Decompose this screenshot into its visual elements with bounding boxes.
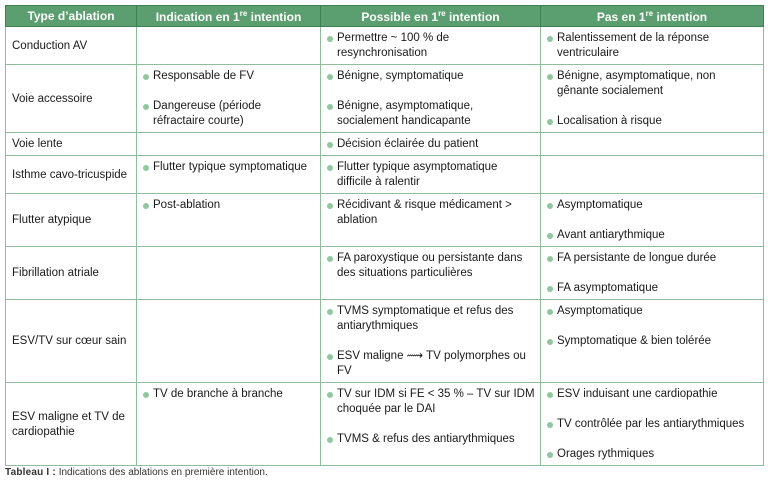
header-text-after: intention: [247, 9, 302, 24]
list-item: [142, 387, 315, 402]
item-text: Asymptomatique: [557, 305, 643, 317]
header-sup: re: [239, 8, 248, 18]
bullet-icon: [143, 74, 149, 80]
item-text: Décision éclairée du patient: [337, 138, 479, 150]
possible-cell: [321, 194, 541, 247]
possible-cell: [321, 133, 541, 156]
item-text: Responsable de FV: [153, 70, 255, 82]
pas-cell: [541, 383, 764, 466]
header-row: [6, 6, 764, 27]
header-text: Possible en 1: [361, 9, 439, 24]
item-text: Bénigne, symptomatique: [337, 70, 464, 82]
pas-cell: [541, 156, 764, 194]
list-item: [326, 349, 535, 379]
list-item: [326, 69, 535, 84]
table-row: [6, 27, 764, 65]
item-text: FA paroxystique ou persistante dans des situations particulières: [337, 252, 523, 279]
ablation-type-cell: Conduction AV: [6, 27, 137, 65]
pas-cell: [541, 194, 764, 247]
pas-cell: [541, 65, 764, 133]
list-item: [326, 31, 535, 61]
list-item: [546, 447, 758, 462]
item-text: Asymptomatique: [557, 199, 643, 211]
item-text: Symptomatique & bien tolérée: [557, 335, 712, 347]
list-item: [326, 387, 535, 417]
item-text: Bénigne, asymptomatique, non gênante socialement: [557, 70, 716, 97]
item-text: Localisation à risque: [557, 115, 662, 127]
list-item: [546, 387, 758, 402]
list-item: [142, 69, 315, 84]
bullet-icon: [547, 256, 553, 262]
bullet-icon: [547, 74, 553, 80]
table-body: [6, 27, 764, 466]
pas-cell: [541, 300, 764, 383]
list-item: [546, 304, 758, 319]
pas-cell: [541, 27, 764, 65]
possible-cell: [321, 300, 541, 383]
indication-cell: [137, 65, 321, 133]
bullet-icon: [547, 452, 553, 458]
list-item: [546, 228, 758, 243]
bullet-icon: [143, 165, 149, 171]
bullet-icon: [547, 309, 553, 315]
header-type: [6, 6, 137, 27]
indication-cell: [137, 27, 321, 65]
item-text: Avant antiarythmique: [557, 229, 665, 241]
possible-cell: [321, 247, 541, 300]
ablation-type-cell: ESV maligne et TV de cardiopathie: [6, 383, 137, 466]
item-text: FA asymptomatique: [557, 282, 658, 294]
bullet-icon: [327, 256, 333, 262]
list-item: [142, 198, 315, 213]
header-sup: re: [438, 8, 446, 18]
bullet-icon: [547, 339, 553, 345]
list-item: [546, 31, 758, 61]
item-text: Permettre ~ 100 % de resynchronisation: [337, 32, 450, 59]
bullet-icon: [547, 36, 553, 42]
indication-cell: [137, 247, 321, 300]
item-text: Dangereuse (période réfractaire courte): [153, 100, 262, 127]
list-item: [142, 99, 315, 129]
list-item: [326, 99, 535, 129]
bullet-icon: [547, 422, 553, 428]
possible-cell: [321, 65, 541, 133]
bullet-icon: [327, 354, 333, 360]
header-text-after: intention: [653, 9, 708, 24]
bullet-icon: [547, 233, 553, 239]
ablation-type-cell: ESV/TV sur cœur sain: [6, 300, 137, 383]
list-item: [546, 114, 758, 129]
list-item: [546, 69, 758, 99]
indication-cell: [137, 156, 321, 194]
item-text: Post-ablation: [153, 199, 221, 211]
ablation-type-cell: Fibrillation atriale: [6, 247, 137, 300]
item-text: ESV maligne ⟿ TV polymorphes ou FV: [337, 350, 526, 377]
indication-cell: [137, 383, 321, 466]
table-row: [6, 65, 764, 133]
item-text: FA persistante de longue durée: [557, 252, 717, 264]
item-text: Ralentissement de la réponse ventriculaire: [557, 32, 710, 59]
indications-table: [5, 5, 764, 466]
indication-cell: [137, 194, 321, 247]
list-item: [326, 251, 535, 281]
table-row: [6, 133, 764, 156]
item-text: ESV induisant une cardiopathie: [557, 388, 718, 400]
bullet-icon: [547, 392, 553, 398]
bullet-icon: [143, 104, 149, 110]
table-row: [6, 300, 764, 383]
header-possible: [321, 6, 541, 27]
bullet-icon: [327, 165, 333, 171]
table-caption: [5, 467, 268, 478]
ablation-type-cell: Flutter atypique: [6, 194, 137, 247]
bullet-icon: [547, 286, 553, 292]
bullet-icon: [143, 392, 149, 398]
item-text: TVMS & refus des antiarythmiques: [337, 433, 515, 445]
bullet-icon: [327, 203, 333, 209]
header-text-after: intention: [445, 9, 500, 24]
possible-cell: [321, 156, 541, 194]
header-text: Indication en 1: [155, 9, 240, 24]
bullet-icon: [327, 437, 333, 443]
list-item: [546, 417, 758, 432]
list-item: [326, 432, 535, 447]
item-text: Orages rythmiques: [557, 448, 655, 460]
caption-text: Indications des ablations en première intention.: [55, 467, 268, 478]
list-item: [142, 160, 315, 175]
bullet-icon: [327, 392, 333, 398]
list-item: [326, 137, 535, 152]
item-text: TV contrôlée par les antiarythmiques: [557, 418, 745, 430]
header-indication: [137, 6, 321, 27]
header-text: Pas en 1: [596, 9, 646, 24]
header-sup: re: [645, 8, 654, 18]
table-row: [6, 383, 764, 466]
possible-cell: [321, 27, 541, 65]
bullet-icon: [143, 203, 149, 209]
list-item: [546, 334, 758, 349]
list-item: [546, 198, 758, 213]
table-row: [6, 156, 764, 194]
list-item: [326, 198, 535, 228]
item-text: Flutter typique asymptomatique difficile à ralentir: [337, 161, 498, 188]
header-pas: [541, 6, 764, 27]
item-text: TV sur IDM si FE < 35 % – TV sur IDM choquée par le DAI: [337, 388, 535, 415]
bullet-icon: [327, 104, 333, 110]
list-item: [546, 251, 758, 266]
possible-cell: [321, 383, 541, 466]
indication-cell: [137, 300, 321, 383]
ablation-type-cell: Voie lente: [6, 133, 137, 156]
ablation-type-cell: Voie accessoire: [6, 65, 137, 133]
caption-label: Tableau I :: [5, 467, 56, 478]
list-item: [326, 160, 535, 190]
bullet-icon: [327, 74, 333, 80]
item-text: TVMS symptomatique et refus des antiarythmiques: [337, 305, 514, 332]
item-text: Récidivant & risque médicament > ablation: [337, 199, 512, 226]
bullet-icon: [547, 203, 553, 209]
indication-cell: [137, 133, 321, 156]
header-text: Type d’ablation: [27, 9, 115, 23]
bullet-icon: [327, 142, 333, 148]
table-row: [6, 194, 764, 247]
item-text: Flutter typique symptomatique: [153, 161, 308, 173]
ablation-type-cell: Isthme cavo-tricuspide: [6, 156, 137, 194]
pas-cell: [541, 247, 764, 300]
bullet-icon: [327, 36, 333, 42]
list-item: [546, 281, 758, 296]
item-text: TV de branche à branche: [153, 388, 283, 400]
item-text: Bénigne, asymptomatique, socialement handicapante: [337, 100, 474, 127]
list-item: [326, 304, 535, 334]
table-row: [6, 247, 764, 300]
bullet-icon: [547, 119, 553, 125]
bullet-icon: [327, 309, 333, 315]
pas-cell: [541, 133, 764, 156]
